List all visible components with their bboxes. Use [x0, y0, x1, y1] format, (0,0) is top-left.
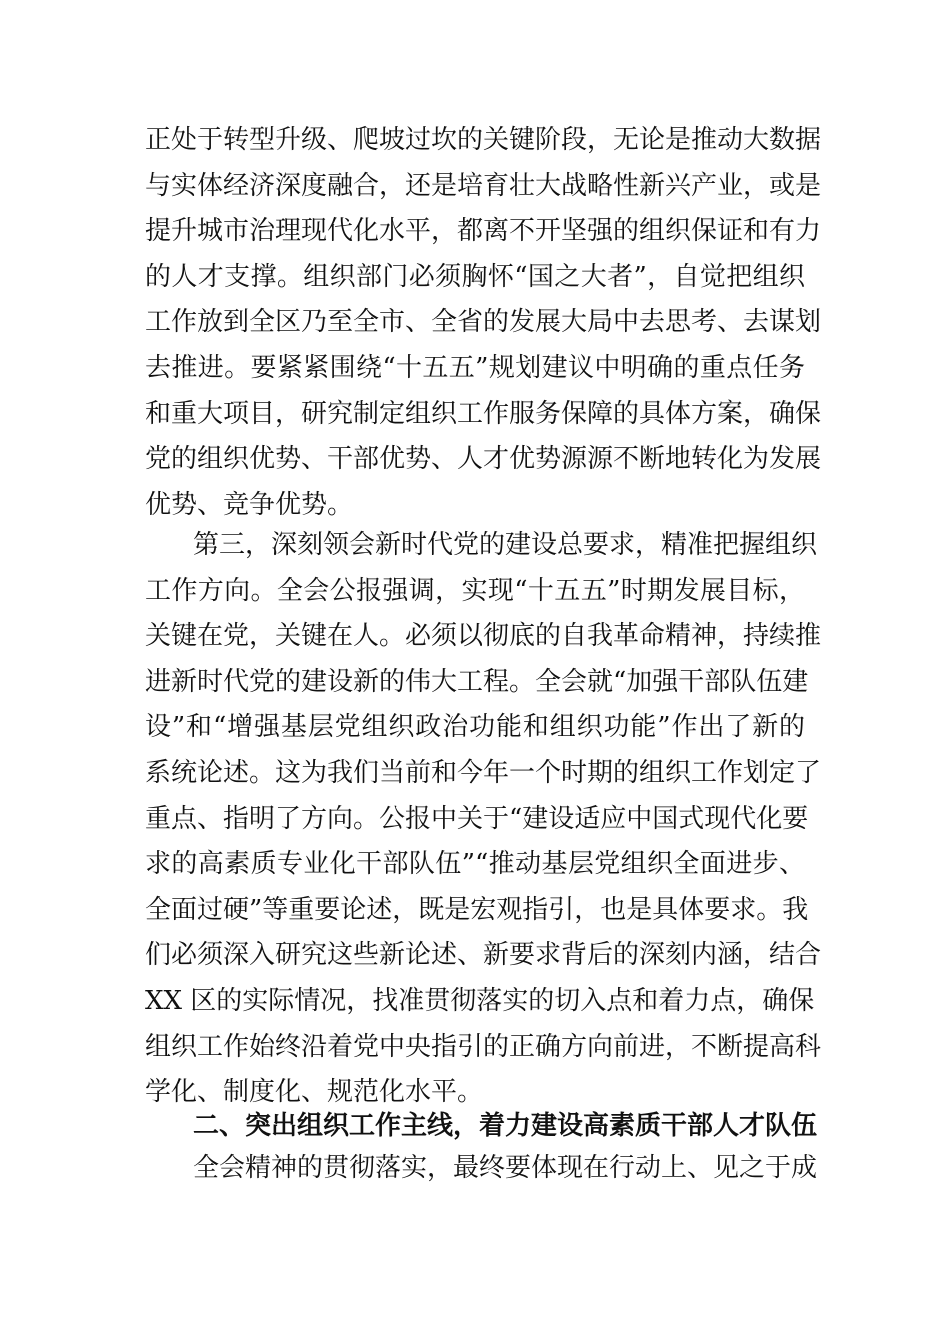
paragraph-line: 提升城市治理现代化水平，都离不开坚强的组织保证和有力 [145, 216, 822, 247]
paragraph-line: 全面过硬”等重要论述，既是宏观指引，也是具体要求。我 [145, 894, 809, 925]
paragraph-line: 们必须深入研究这些新论述、新要求背后的深刻内涵，结合 [145, 940, 822, 971]
paragraph-line: 党的组织优势、干部优势、人才优势源源不断地转化为发展 [145, 444, 822, 475]
paragraph-line: 和重大项目，研究制定组织工作服务保障的具体方案，确保 [145, 398, 822, 429]
paragraph-line: 求的高素质专业化干部队伍”“推动基层党组织全面进步、 [145, 849, 805, 880]
paragraph-line: 进新时代党的建设新的伟大工程。全会就“加强干部队伍建 [145, 666, 809, 697]
paragraph-line: 的人才支撑。组织部门必须胸怀“国之大者”，自觉把组织 [145, 261, 805, 292]
paragraph-line: 工作放到全区乃至全市、全省的发展大局中去思考、去谋划 [145, 307, 822, 338]
paragraph-line: 设”和“增强基层党组织政治功能和组织功能”作出了新的 [145, 712, 805, 743]
paragraph-line: 优势、竞争优势。 [145, 489, 354, 520]
paragraph-line: 系统论述。这为我们当前和今年一个时期的组织工作划定了 [145, 758, 822, 788]
paragraph-line: 学化、制度化、规范化水平。 [145, 1077, 484, 1108]
section-heading: 二、突出组织工作主线，着力建设高素质干部人才队伍 [193, 1111, 818, 1141]
paragraph-line: 工作方向。全会公报强调，实现“十五五”时期发展目标， [145, 575, 805, 606]
paragraph-line: 全会精神的贯彻落实，最终要体现在行动上、见之于成 [193, 1153, 818, 1183]
paragraph-line: 去推进。要紧紧围绕“十五五”规划建议中明确的重点任务 [145, 353, 805, 383]
paragraph-line: 与实体经济深度融合，还是培育壮大战略性新兴产业，或是 [145, 170, 822, 201]
paragraph-line: 第三，深刻领会新时代党的建设总要求，精准把握组织 [193, 530, 818, 560]
paragraph-line: 正处于转型升级、爬坡过坎的关键阶段，无论是推动大数据 [145, 125, 822, 155]
paragraph-line: 组织工作始终沿着党中央指引的正确方向前进，不断提高科 [145, 1031, 822, 1062]
paragraph-line: XX 区的实际情况，找准贯彻落实的切入点和着力点，确保 [145, 986, 815, 1016]
paragraph-line: 重点、指明了方向。公报中关于“建设适应中国式现代化要 [145, 803, 809, 834]
paragraph-line: 关键在党，关键在人。必须以彻底的自我革命精神，持续推 [145, 621, 822, 652]
